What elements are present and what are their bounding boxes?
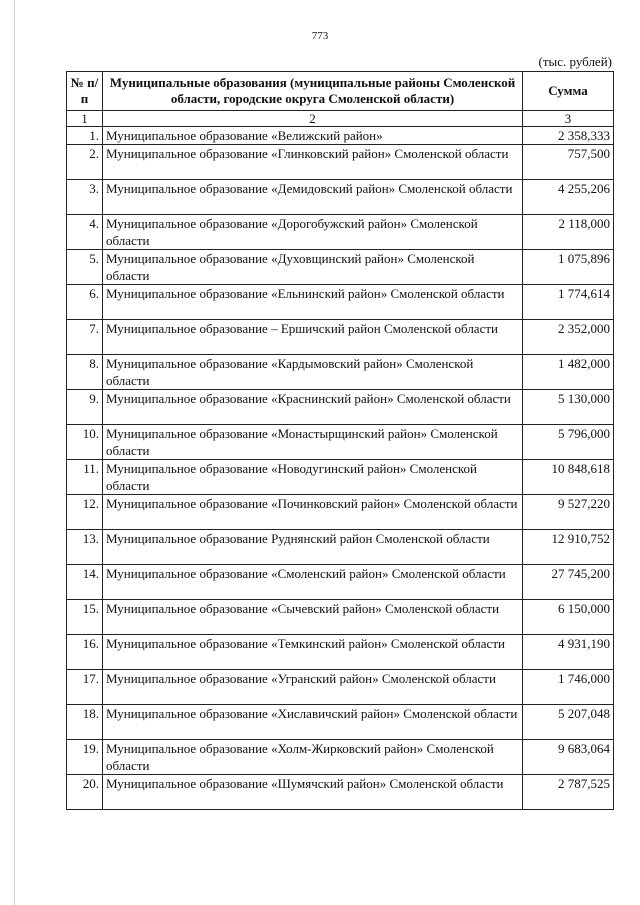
scan-edge-line bbox=[14, 0, 15, 905]
row-number: 6. bbox=[67, 285, 103, 320]
unit-note: (тыс. рублей) bbox=[538, 54, 612, 69]
row-sum: 27 745,200 bbox=[523, 565, 614, 600]
row-name: Муниципальное образование «Дорогобужский район» Смоленской области bbox=[103, 215, 523, 250]
row-name: Муниципальное образование «Шумячский район» Смоленской области bbox=[103, 775, 523, 810]
row-number: 14. bbox=[67, 565, 103, 600]
table-row bbox=[67, 320, 614, 355]
table-row bbox=[67, 635, 614, 670]
header-sum: Сумма bbox=[523, 72, 614, 111]
row-name: Муниципальное образование «Ельнинский район» Смоленской области bbox=[103, 285, 523, 320]
column-numbering-row bbox=[67, 111, 614, 127]
municipal-budget-table bbox=[66, 71, 614, 810]
row-sum: 2 787,525 bbox=[523, 775, 614, 810]
row-sum: 12 910,752 bbox=[523, 530, 614, 565]
row-sum: 2 358,333 bbox=[523, 127, 614, 145]
row-sum: 4 931,190 bbox=[523, 635, 614, 670]
row-name: Муниципальное образование «Демидовский район» Смоленской области bbox=[103, 180, 523, 215]
column-number-2: 2 bbox=[103, 111, 523, 127]
row-name: Муниципальное образование «Краснинский район» Смоленской области bbox=[103, 390, 523, 425]
table-row bbox=[67, 530, 614, 565]
row-number: 10. bbox=[67, 425, 103, 460]
table-row bbox=[67, 670, 614, 705]
table-row bbox=[67, 180, 614, 215]
row-sum: 757,500 bbox=[523, 145, 614, 180]
column-number-3: 3 bbox=[523, 111, 614, 127]
row-name: Муниципальное образование «Глинковский район» Смоленской области bbox=[103, 145, 523, 180]
row-sum: 5 796,000 bbox=[523, 425, 614, 460]
row-name: Муниципальное образование «Смоленский район» Смоленской области bbox=[103, 565, 523, 600]
row-number: 4. bbox=[67, 215, 103, 250]
table-body bbox=[67, 127, 614, 810]
header-num: № п/п bbox=[67, 72, 103, 111]
row-sum: 9 527,220 bbox=[523, 495, 614, 530]
table-row bbox=[67, 775, 614, 810]
row-sum: 1 075,896 bbox=[523, 250, 614, 285]
row-name: Муниципальное образование «Велижский район» bbox=[103, 127, 523, 145]
row-number: 20. bbox=[67, 775, 103, 810]
table-row bbox=[67, 250, 614, 285]
row-sum: 1 774,614 bbox=[523, 285, 614, 320]
table-row bbox=[67, 285, 614, 320]
row-name: Муниципальное образование «Хиславичский район» Смоленской области bbox=[103, 705, 523, 740]
row-number: 13. bbox=[67, 530, 103, 565]
table-row bbox=[67, 565, 614, 600]
row-sum: 10 848,618 bbox=[523, 460, 614, 495]
row-number: 18. bbox=[67, 705, 103, 740]
header-name: Муниципальные образования (муниципальные районы Смоленской области, городские округа Смоленской области) bbox=[103, 72, 523, 111]
row-name: Муниципальное образование – Ершичский район Смоленской области bbox=[103, 320, 523, 355]
row-name: Муниципальное образование «Монастырщинский район» Смоленской области bbox=[103, 425, 523, 460]
page-number: 773 bbox=[311, 30, 329, 42]
table-row bbox=[67, 390, 614, 425]
row-number: 1. bbox=[67, 127, 103, 145]
row-sum: 5 130,000 bbox=[523, 390, 614, 425]
table-row bbox=[67, 740, 614, 775]
table-row bbox=[67, 145, 614, 180]
row-number: 15. bbox=[67, 600, 103, 635]
row-number: 5. bbox=[67, 250, 103, 285]
row-number: 16. bbox=[67, 635, 103, 670]
column-number-1: 1 bbox=[67, 111, 103, 127]
row-sum: 1 746,000 bbox=[523, 670, 614, 705]
table-header-row bbox=[67, 72, 614, 111]
row-number: 2. bbox=[67, 145, 103, 180]
row-name: Муниципальное образование «Угранский район» Смоленской области bbox=[103, 670, 523, 705]
row-sum: 5 207,048 bbox=[523, 705, 614, 740]
row-name: Муниципальное образование «Темкинский район» Смоленской области bbox=[103, 635, 523, 670]
row-name: Муниципальное образование «Холм-Жирковский район» Смоленской области bbox=[103, 740, 523, 775]
row-name: Муниципальное образование «Кардымовский район» Смоленской области bbox=[103, 355, 523, 390]
row-name: Муниципальное образование Руднянский район Смоленской области bbox=[103, 530, 523, 565]
row-number: 12. bbox=[67, 495, 103, 530]
row-name: Муниципальное образование «Сычевский район» Смоленской области bbox=[103, 600, 523, 635]
row-sum: 6 150,000 bbox=[523, 600, 614, 635]
table-row bbox=[67, 215, 614, 250]
row-sum: 2 352,000 bbox=[523, 320, 614, 355]
row-sum: 2 118,000 bbox=[523, 215, 614, 250]
row-number: 3. bbox=[67, 180, 103, 215]
table-row bbox=[67, 600, 614, 635]
row-name: Муниципальное образование «Новодугинский район» Смоленской области bbox=[103, 460, 523, 495]
row-number: 7. bbox=[67, 320, 103, 355]
row-number: 19. bbox=[67, 740, 103, 775]
table-row bbox=[67, 425, 614, 460]
table-row bbox=[67, 127, 614, 145]
table-row bbox=[67, 460, 614, 495]
row-number: 17. bbox=[67, 670, 103, 705]
row-number: 9. bbox=[67, 390, 103, 425]
row-sum: 1 482,000 bbox=[523, 355, 614, 390]
row-number: 8. bbox=[67, 355, 103, 390]
row-sum: 9 683,064 bbox=[523, 740, 614, 775]
table-row bbox=[67, 705, 614, 740]
row-name: Муниципальное образование «Духовщинский район» Смоленской области bbox=[103, 250, 523, 285]
row-sum: 4 255,206 bbox=[523, 180, 614, 215]
row-number: 11. bbox=[67, 460, 103, 495]
table-row bbox=[67, 355, 614, 390]
row-name: Муниципальное образование «Починковский район» Смоленской области bbox=[103, 495, 523, 530]
table-row bbox=[67, 495, 614, 530]
